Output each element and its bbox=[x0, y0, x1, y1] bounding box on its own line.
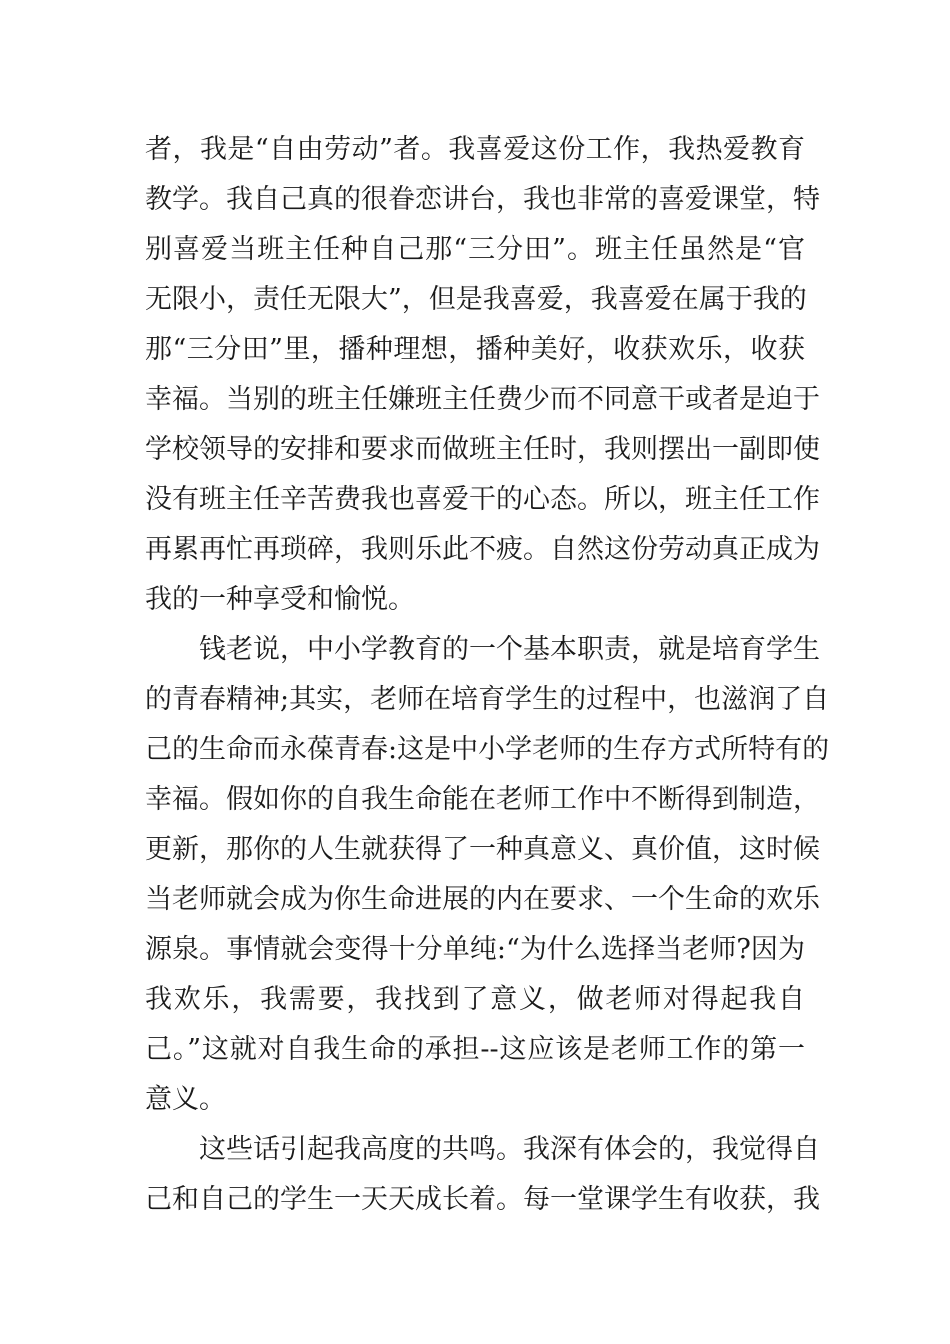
text-line: 别喜爱当班主任种自己那“三分田”。班主任虽然是“官 bbox=[145, 234, 805, 265]
paragraph-first-line: 钱老说，中小学教育的一个基本职责，就是培育学生 bbox=[199, 634, 820, 665]
text-line: 我的一种享受和愉悦。 bbox=[145, 584, 415, 615]
paragraph-first-line: 这些话引起我高度的共鸣。我深有体会的，我觉得自 bbox=[199, 1134, 820, 1165]
text-line: 再累再忙再琐碎，我则乐此不疲。自然这份劳动真正成为 bbox=[145, 534, 820, 565]
text-line: 者，我是“自由劳动”者。我喜爱这份工作，我热爱教育 bbox=[145, 134, 805, 165]
text-line: 己。”这就对自我生命的承担--这应该是老师工作的第一 bbox=[145, 1034, 805, 1065]
text-line: 幸福。当别的班主任嫌班主任费少而不同意干或者是迫于 bbox=[145, 384, 820, 415]
text-line: 幸福。假如你的自我生命能在老师工作中不断得到制造， bbox=[145, 784, 820, 815]
text-line: 己的生命而永葆青春:这是中小学老师的生存方式所特有的 bbox=[145, 734, 830, 765]
text-line: 己和自己的学生一天天成长着。每一堂课学生有收获，我 bbox=[145, 1184, 820, 1215]
text-line: 没有班主任辛苦费我也喜爱干的心态。所以，班主任工作 bbox=[145, 484, 820, 515]
text-line: 那“三分田”里，播种理想，播种美好，收获欢乐，收获 bbox=[145, 334, 805, 365]
text-line: 无限小，责任无限大”，但是我喜爱，我喜爱在属于我的 bbox=[145, 284, 807, 315]
text-line: 学校领导的安排和要求而做班主任时，我则摆出一副即使 bbox=[145, 434, 820, 465]
text-line: 当老师就会成为你生命进展的内在要求、一个生命的欢乐 bbox=[145, 884, 820, 915]
text-line: 更新，那你的人生就获得了一种真意义、真价值，这时候 bbox=[145, 834, 820, 865]
text-line: 我欢乐，我需要，我找到了意义，做老师对得起我自 bbox=[145, 984, 805, 1015]
text-line: 的青春精神;其实，老师在培育学生的过程中，也滋润了自 bbox=[145, 684, 830, 715]
text-line: 教学。我自己真的很眷恋讲台，我也非常的喜爱课堂，特 bbox=[145, 184, 820, 215]
text-line: 源泉。事情就会变得十分单纯:“为什么选择当老师?因为 bbox=[145, 934, 805, 965]
text-line: 意义。 bbox=[145, 1084, 226, 1115]
